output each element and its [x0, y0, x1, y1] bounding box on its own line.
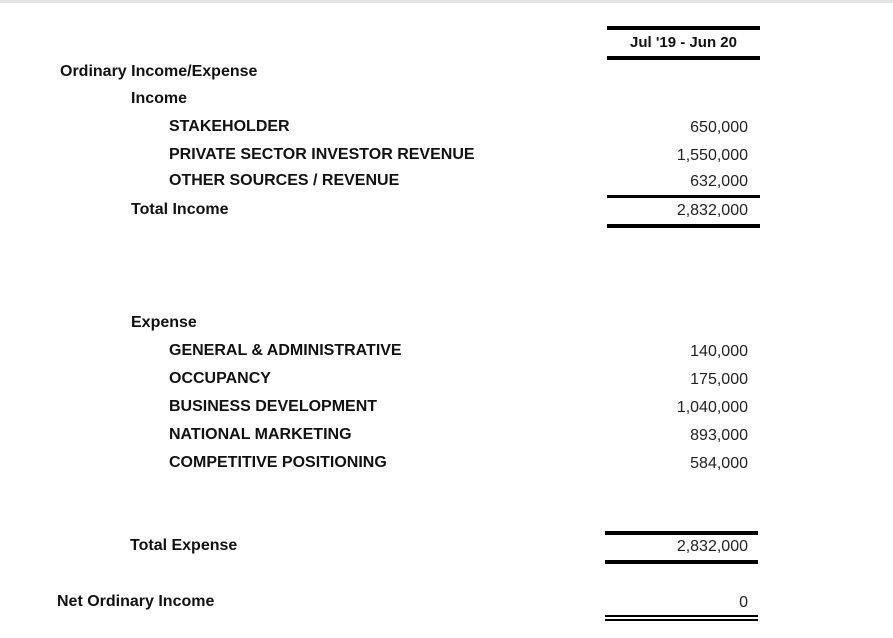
net-income-value: 0: [739, 594, 748, 611]
top-edge: [0, 0, 893, 3]
income-item-label: STAKEHOLDER: [169, 118, 290, 135]
header-rule-top: [607, 26, 760, 30]
total-expense-rule-top: [605, 531, 758, 535]
total-expense-rule-bottom: [605, 560, 758, 564]
total-income-rule-bottom: [607, 224, 760, 228]
expense-item-value: 175,000: [690, 371, 748, 388]
income-item-label: OTHER SOURCES / REVENUE: [169, 172, 400, 189]
total-expense-label: Total Expense: [130, 537, 238, 554]
income-item-value: 650,000: [690, 119, 748, 136]
net-income-double-rule-1: [605, 615, 758, 617]
total-income-value: 2,832,000: [676, 202, 748, 219]
expense-item-value: 140,000: [690, 343, 748, 360]
expense-label: Expense: [131, 314, 197, 331]
expense-item-value: 1,040,000: [676, 399, 748, 416]
income-item-value: 1,550,000: [676, 147, 748, 164]
expense-item-value: 584,000: [690, 455, 748, 472]
income-item-label: PRIVATE SECTOR INVESTOR REVENUE: [169, 146, 475, 163]
expense-item-label: GENERAL & ADMINISTRATIVE: [169, 342, 402, 359]
total-income-label: Total Income: [131, 201, 229, 218]
header-rule-bottom: [607, 56, 760, 60]
expense-item-label: COMPETITIVE POSITIONING: [169, 454, 387, 471]
income-label: Income: [131, 90, 188, 107]
expense-item-label: BUSINESS DEVELOPMENT: [169, 398, 378, 415]
income-item-value: 632,000: [690, 173, 748, 190]
section-title: Ordinary Income/Expense: [60, 63, 258, 80]
expense-item-label: NATIONAL MARKETING: [169, 426, 352, 443]
total-income-rule-top: [607, 195, 760, 198]
net-income-label: Net Ordinary Income: [57, 593, 215, 610]
net-income-double-rule-2: [605, 619, 758, 621]
expense-item-label: OCCUPANCY: [169, 370, 271, 387]
expense-item-value: 893,000: [690, 427, 748, 444]
total-expense-value: 2,832,000: [676, 538, 748, 555]
column-header: Jul '19 - Jun 20: [630, 34, 737, 51]
